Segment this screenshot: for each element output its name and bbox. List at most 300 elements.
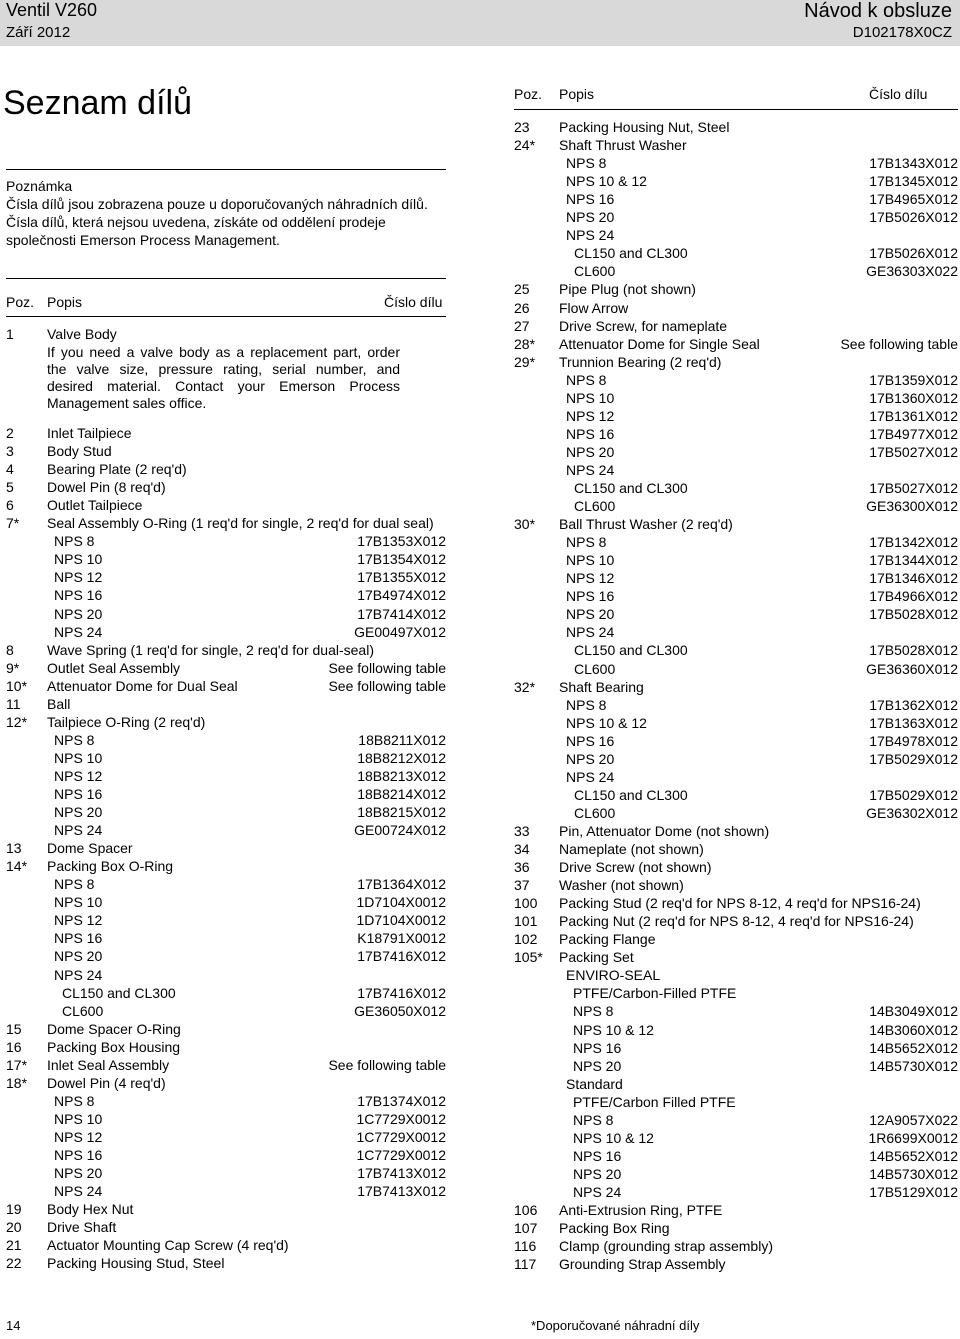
- item-position: 28*: [514, 335, 536, 352]
- list-item: [514, 1255, 958, 1273]
- list-item: [514, 533, 958, 551]
- item-position: 17*: [6, 1056, 28, 1073]
- list-item: [514, 569, 958, 587]
- item-part-number: 18B8211X012: [358, 731, 446, 748]
- item-part-number: 1C7729X0012: [356, 1128, 446, 1145]
- item-position: 1: [6, 326, 14, 342]
- list-item: [6, 478, 446, 496]
- item-description: CL150 and CL300: [62, 984, 176, 1001]
- item-description: NPS 8: [54, 1092, 95, 1109]
- list-item: [6, 641, 446, 659]
- item-description: NPS 20: [54, 605, 103, 622]
- item-description: NPS 12: [566, 570, 615, 587]
- item-description: NPS 8: [54, 731, 95, 748]
- item-description: Attenuator Dome for Dual Seal: [47, 677, 238, 694]
- item-part-number: 17B1355X012: [357, 569, 446, 586]
- item-description: NPS 10: [566, 552, 615, 569]
- item-description: Drive Screw, for nameplate: [559, 317, 728, 334]
- list-item: [6, 911, 446, 929]
- item-description: NPS 16: [566, 425, 615, 442]
- list-item: [514, 605, 958, 623]
- list-item: [514, 1165, 958, 1183]
- item-position: 23: [514, 119, 530, 135]
- item-description: NPS 20: [566, 606, 615, 623]
- list-item: [6, 623, 446, 641]
- item-part-number: 1R6699X0012: [868, 1129, 958, 1146]
- list-item: [514, 948, 958, 966]
- item-part-number: 17B4966X012: [869, 588, 958, 605]
- item-description: Packing Nut (2 req'd for NPS 8-12, 4 req'd for NPS16-24): [559, 913, 914, 930]
- list-item: [6, 659, 446, 677]
- item-part-number: 17B5028X012: [869, 642, 958, 659]
- item-description: PTFE/Carbon Filled PTFE: [573, 1093, 736, 1110]
- item-part-number: 17B5028X012: [869, 606, 958, 623]
- item-position: 117: [514, 1256, 537, 1273]
- item-description: Attenuator Dome for Single Seal: [559, 335, 760, 352]
- page-header: [0, 0, 960, 46]
- document-code: D102178X0CZ: [852, 24, 952, 41]
- item-part-number: 18B8212X012: [357, 749, 446, 766]
- item-description: Dowel Pin (8 req'd): [47, 479, 166, 496]
- list-item: [6, 677, 446, 695]
- item-part-number: 17B1342X012: [869, 534, 958, 551]
- list-item: [514, 966, 958, 984]
- item-part-number: 18B8215X012: [357, 804, 446, 821]
- item-description: Bearing Plate (2 req'd): [47, 461, 187, 478]
- page-number: 14: [6, 1318, 21, 1333]
- list-item: [6, 1236, 446, 1254]
- list-item: [6, 532, 446, 550]
- item-part-number: 17B4965X012: [869, 191, 958, 208]
- item-description: Pin, Attenuator Dome (not shown): [559, 822, 770, 839]
- item-description: Tailpiece O-Ring (2 req'd): [47, 713, 206, 730]
- item-part-number: 17B5029X012: [869, 786, 958, 803]
- list-item: [514, 858, 958, 876]
- item-description: NPS 12: [54, 912, 103, 929]
- list-item: [514, 1002, 958, 1020]
- item-description: NPS 10: [54, 894, 103, 911]
- item-description: NPS 12: [54, 1128, 103, 1145]
- item-position: 34: [514, 841, 530, 857]
- list-item: [6, 605, 446, 623]
- list-item: [514, 172, 958, 190]
- list-item: [6, 947, 446, 965]
- item-description: CL150 and CL300: [574, 245, 688, 262]
- divider: [6, 278, 446, 279]
- item-part-number: 17B1353X012: [357, 533, 446, 550]
- item-position: 7*: [6, 515, 20, 532]
- publication-date: Září 2012: [6, 24, 71, 41]
- item-position: 5: [6, 479, 14, 496]
- item-description: Packing Stud (2 req'd for NPS 8-12, 4 req'd for NPS16-24): [559, 895, 921, 912]
- item-description: NPS 10 & 12: [566, 173, 647, 190]
- list-item: [6, 749, 446, 767]
- item-part-number: GE00724X012: [354, 822, 446, 839]
- list-item: [6, 857, 446, 875]
- list-item: [6, 1182, 446, 1200]
- item-description: NPS 24: [54, 822, 103, 839]
- item-part-number: 17B4978X012: [869, 732, 958, 749]
- col-desc: Popis: [559, 86, 595, 102]
- list-item: [514, 479, 958, 497]
- list-item: [514, 190, 958, 208]
- item-part-number: 18B8213X012: [357, 767, 446, 784]
- item-part-number: 14B5730X012: [869, 1057, 958, 1074]
- list-item: [6, 424, 446, 442]
- item-part-number: 14B5652X012: [869, 1147, 958, 1164]
- list-item: [6, 460, 446, 478]
- item-position: 10*: [6, 677, 28, 694]
- item-description: NPS 16: [566, 191, 615, 208]
- list-item: [514, 876, 958, 894]
- list-item: [514, 262, 958, 280]
- list-item: [6, 1020, 446, 1038]
- item-description: Packing Flange: [559, 931, 656, 948]
- item-description: NPS 12: [566, 407, 615, 424]
- page-title: Seznam dílů: [3, 84, 192, 122]
- item-description: NPS 8: [54, 533, 95, 550]
- item-position: 2: [6, 425, 14, 441]
- item-part-number: 17B5129X012: [869, 1183, 958, 1200]
- item-description: Ball Thrust Washer (2 req'd): [559, 516, 733, 533]
- list-item: [6, 803, 446, 821]
- item-description: NPS 24: [573, 1183, 622, 1200]
- item-part-number: 14B5652X012: [869, 1039, 958, 1056]
- item-part-number: 17B1364X012: [357, 876, 446, 893]
- item-description: Packing Box O-Ring: [47, 858, 174, 875]
- item-part-number: 17B1362X012: [869, 696, 958, 713]
- item-description: NPS 10: [566, 389, 615, 406]
- item-description: NPS 10 & 12: [566, 714, 647, 731]
- item-description: Dowel Pin (4 req'd): [47, 1074, 166, 1091]
- item-description: NPS 20: [54, 804, 103, 821]
- item-position: 21: [6, 1237, 22, 1254]
- list-item: [514, 1111, 958, 1129]
- item-description: NPS 10: [54, 1110, 103, 1127]
- list-item: [6, 731, 446, 749]
- list-item: [514, 1039, 958, 1057]
- item-description: NPS 8: [566, 371, 607, 388]
- item-part-number: See following table: [328, 677, 446, 694]
- item-part-number: 17B5029X012: [869, 750, 958, 767]
- item-part-number: 14B5730X012: [869, 1165, 958, 1182]
- list-item: [514, 1057, 958, 1075]
- list-item: [514, 461, 958, 479]
- list-item: [514, 299, 958, 317]
- item-description: NPS 8: [566, 155, 607, 172]
- list-item: [6, 1002, 446, 1020]
- list-item: [514, 118, 958, 136]
- item-part-number: 17B1343X012: [869, 155, 958, 172]
- list-item: [6, 1074, 446, 1092]
- list-item: [6, 875, 446, 893]
- list-item: [514, 696, 958, 714]
- list-item: [514, 317, 958, 335]
- item-description: NPS 16: [573, 1147, 622, 1164]
- list-item: [514, 1093, 958, 1111]
- item-description: NPS 20: [566, 209, 615, 226]
- list-item: [514, 353, 958, 371]
- list-item: [6, 1146, 446, 1164]
- item-description: NPS 10 & 12: [573, 1129, 654, 1146]
- item-description: Valve Body: [47, 326, 117, 342]
- item-description: NPS 8: [573, 1003, 614, 1020]
- item-description: Trunnion Bearing (2 req'd): [559, 353, 722, 370]
- item-position: 27: [514, 317, 530, 334]
- item-description: NPS 20: [573, 1057, 622, 1074]
- item-description: ENVIRO-SEAL: [566, 967, 661, 984]
- item-description: Actuator Mounting Cap Screw (4 req'd): [47, 1237, 289, 1254]
- item-part-number: 17B1361X012: [869, 407, 958, 424]
- list-item: [514, 335, 958, 353]
- item-position: 32*: [514, 678, 536, 695]
- list-item: [514, 515, 958, 533]
- item-position: 101: [514, 913, 538, 930]
- item-part-number: 17B1360X012: [869, 389, 958, 406]
- item-description: Outlet Seal Assembly: [47, 659, 181, 676]
- item-part-number: 18B8214X012: [357, 786, 446, 802]
- list-item: [6, 695, 446, 713]
- item-description: NPS 16: [566, 588, 615, 605]
- list-item: [514, 280, 958, 298]
- item-description: Packing Box Housing: [47, 1038, 181, 1055]
- item-part-number: 17B1363X012: [869, 714, 958, 731]
- item-part-number: 17B7413X012: [357, 1165, 446, 1182]
- item-position: 26: [514, 299, 530, 316]
- item-position: 19: [6, 1201, 22, 1218]
- item-description: Shaft Thrust Washer: [559, 137, 687, 154]
- item-description: NPS 20: [54, 1165, 103, 1182]
- item-part-number: 17B5027X012: [869, 480, 958, 496]
- list-item: [514, 930, 958, 948]
- item-description: NPS 24: [566, 624, 615, 641]
- item-description: CL600: [574, 263, 616, 280]
- list-item: [514, 1129, 958, 1147]
- item-description: Dome Spacer: [47, 840, 133, 857]
- item-position: 100: [514, 895, 538, 912]
- item-description: CL600: [574, 804, 616, 821]
- item-description: Washer (not shown): [559, 877, 684, 894]
- item-part-number: 17B5026X012: [869, 209, 958, 226]
- list-item: [6, 821, 446, 839]
- item-part-number: GE36360X012: [866, 660, 958, 677]
- item-position: 37: [514, 877, 530, 894]
- item-description: CL600: [574, 498, 616, 515]
- list-item: [514, 226, 958, 244]
- item-description: NPS 8: [566, 696, 607, 713]
- col-pos: Poz.: [6, 294, 35, 310]
- list-item: [514, 750, 958, 768]
- list-item: [514, 587, 958, 605]
- list-item: [6, 325, 446, 343]
- item-position: 22: [6, 1255, 22, 1272]
- item-position: 4: [6, 461, 14, 478]
- list-item: [6, 586, 446, 604]
- col-desc: Popis: [47, 294, 83, 310]
- item-position: 107: [514, 1220, 538, 1237]
- item-part-number: 1D7104X0012: [356, 894, 446, 911]
- list-item: [6, 1200, 446, 1218]
- footnote: *Doporučované náhradní díly: [531, 1318, 700, 1333]
- item-description: Inlet Seal Assembly: [47, 1056, 170, 1073]
- list-item: [6, 496, 446, 514]
- item-part-number: 1D7104X0012: [356, 912, 446, 929]
- item-part-number: GE36300X012: [866, 498, 958, 515]
- item-position: 105*: [514, 949, 543, 966]
- col-pn: Číslo dílu: [869, 86, 928, 102]
- list-item: [6, 568, 446, 586]
- item-part-number: K18791X0012: [357, 930, 446, 947]
- list-item: [514, 840, 958, 858]
- list-item: [514, 1201, 958, 1219]
- list-item: [514, 551, 958, 569]
- item-position: 3: [6, 443, 14, 460]
- item-position: 15: [6, 1020, 22, 1037]
- item-part-number: 17B5026X012: [869, 245, 958, 262]
- item-position: 18*: [6, 1074, 28, 1091]
- item-part-number: 17B7413X012: [357, 1183, 446, 1200]
- item-description: NPS 16: [54, 786, 103, 802]
- list-item: [514, 714, 958, 732]
- item-description: Shaft Bearing: [559, 678, 644, 695]
- item-part-number: 17B1374X012: [357, 1092, 446, 1109]
- item-part-number: 17B1344X012: [869, 552, 958, 569]
- list-item: [514, 641, 958, 659]
- item-part-number: GE36050X012: [354, 1002, 446, 1019]
- list-item: [6, 1092, 446, 1110]
- item-description: NPS 10: [54, 551, 103, 568]
- item-part-number: 12A9057X022: [869, 1111, 958, 1128]
- list-item: [6, 1164, 446, 1182]
- item-description: NPS 24: [566, 227, 615, 244]
- list-item: [6, 1038, 446, 1056]
- list-item: [514, 407, 958, 425]
- list-item: [6, 1254, 446, 1272]
- item-description: Packing Box Ring: [559, 1220, 670, 1237]
- item-description: NPS 12: [54, 569, 103, 586]
- list-item: [514, 822, 958, 840]
- item-description: CL150 and CL300: [574, 480, 688, 496]
- item-position: 20: [6, 1219, 22, 1236]
- list-item: [514, 425, 958, 443]
- item-description: NPS 8: [573, 1111, 614, 1128]
- item-description: CL150 and CL300: [574, 786, 688, 803]
- item-position: 102: [514, 931, 538, 948]
- item-part-number: 17B1345X012: [869, 173, 958, 190]
- list-item: [514, 497, 958, 515]
- item-position: 14*: [6, 858, 28, 875]
- item-description: NPS 16: [54, 1147, 103, 1163]
- item-description: Packing Housing Stud, Steel: [47, 1255, 225, 1272]
- list-item: [514, 1237, 958, 1255]
- item-position: 13: [6, 840, 22, 857]
- item-part-number: 17B7416X012: [357, 984, 446, 1001]
- col-pn: Číslo dílu: [384, 294, 443, 310]
- list-item: [514, 389, 958, 407]
- item-description: Drive Shaft: [47, 1219, 117, 1236]
- list-item: [6, 785, 446, 803]
- list-item: [6, 1056, 446, 1074]
- item-description: Body Hex Nut: [47, 1201, 134, 1218]
- item-position: 6: [6, 497, 14, 514]
- item-description: NPS 10 & 12: [573, 1021, 654, 1038]
- item-part-number: 1C7729X0012: [356, 1110, 446, 1127]
- list-item: [6, 893, 446, 911]
- item-description: NPS 20: [566, 750, 615, 767]
- item-position: 116: [514, 1238, 537, 1255]
- divider: [6, 316, 446, 317]
- item-position: 29*: [514, 353, 536, 370]
- item-description: CL600: [574, 660, 616, 677]
- item-part-number: 17B4974X012: [357, 587, 446, 604]
- list-item: [6, 839, 446, 857]
- item-description: NPS 20: [566, 443, 615, 460]
- item-description: Anti-Extrusion Ring, PTFE: [559, 1202, 723, 1218]
- list-item: [6, 1128, 446, 1146]
- item-description: Wave Spring (1 req'd for single, 2 req'd for dual-seal): [47, 641, 374, 658]
- item-description: NPS 24: [54, 1183, 103, 1200]
- item-position: 11: [6, 695, 21, 712]
- list-item: [514, 1183, 958, 1201]
- item-description: NPS 8: [54, 876, 95, 893]
- item-description: NPS 16: [54, 930, 103, 947]
- item-part-number: 14B3049X012: [869, 1003, 958, 1020]
- list-item: [514, 660, 958, 678]
- note-text: Čísla dílů jsou zobrazena pouze u doporučovaných náhradních dílů. Čísla dílů, která nejsou uvedena, získáte od oddělení prodeje společnosti Emerson Process Management.: [6, 196, 428, 248]
- list-item: [6, 767, 446, 785]
- list-item: [6, 984, 446, 1002]
- item-description: CL600: [62, 1002, 104, 1019]
- list-item: [514, 244, 958, 262]
- list-item: [514, 732, 958, 750]
- item-description: Ball: [47, 695, 71, 712]
- item-description: NPS 20: [573, 1165, 622, 1182]
- item-part-number: 17B1354X012: [357, 551, 446, 568]
- note-heading: Poznámka: [6, 178, 73, 194]
- item-part-number: See following table: [328, 1056, 446, 1073]
- list-item: [6, 550, 446, 568]
- item-part-number: GE00497X012: [354, 623, 446, 640]
- item-description: Seal Assembly O-Ring (1 req'd for single, 2 req'd for dual seal): [47, 515, 434, 532]
- document-type: Návod k obsluze: [804, 0, 952, 22]
- item-description: NPS 20: [54, 948, 103, 965]
- list-item: [514, 623, 958, 641]
- list-item: [6, 514, 446, 532]
- item-description: Drive Screw (not shown): [559, 859, 712, 876]
- item-description: Outlet Tailpiece: [47, 497, 143, 514]
- list-item: [6, 966, 446, 984]
- item-part-number: GE36303X022: [866, 263, 958, 280]
- list-item: [514, 208, 958, 226]
- item-description: Packing Housing Nut, Steel: [559, 119, 730, 135]
- item-description: NPS 16: [566, 732, 615, 749]
- list-item: [6, 713, 446, 731]
- list-item: [514, 1075, 958, 1093]
- list-item: [514, 984, 958, 1002]
- item-position: 30*: [514, 516, 536, 533]
- item-part-number: 17B1359X012: [869, 371, 958, 388]
- item-description: Inlet Tailpiece: [47, 425, 132, 441]
- item-description: NPS 24: [54, 623, 103, 640]
- item-part-number: 14B3060X012: [869, 1021, 958, 1038]
- list-item: [514, 768, 958, 786]
- list-item: [514, 804, 958, 822]
- list-item: [514, 678, 958, 696]
- item-description: PTFE/Carbon-Filled PTFE: [573, 985, 737, 1002]
- list-item: [6, 442, 446, 460]
- divider: [6, 169, 446, 170]
- item-part-number: 17B7416X012: [357, 948, 446, 965]
